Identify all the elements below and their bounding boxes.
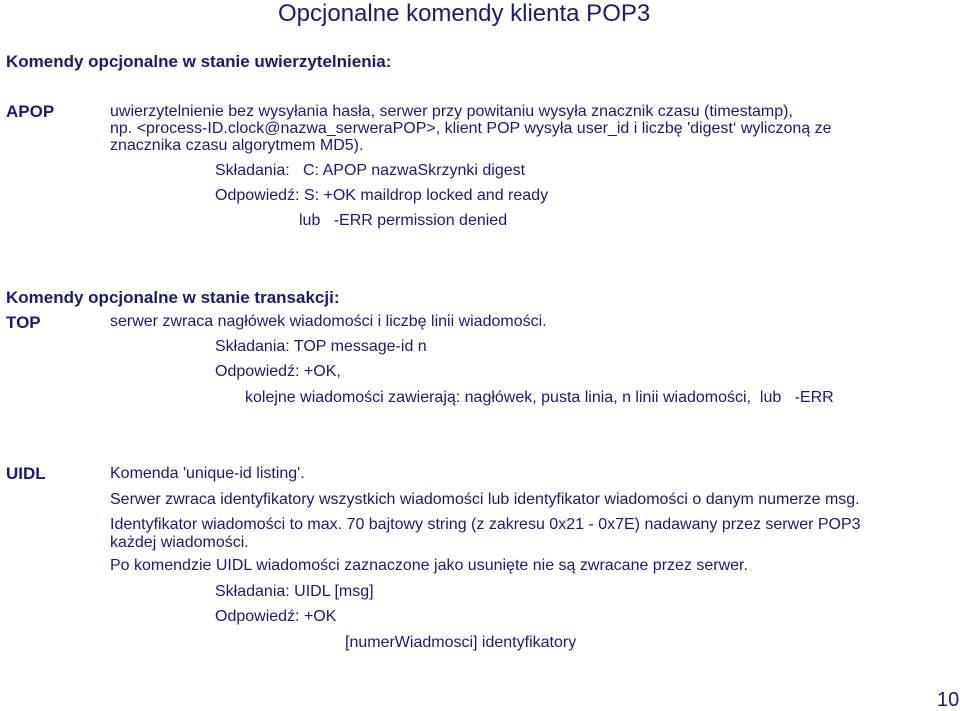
slide-title: Opcjonalne komendy klienta POP3 [278,0,651,27]
uidl-result: [numerWiadmosci] identyfikatory [345,634,577,651]
apop-desc-line-1: uwierzytelnienie bez wysyłania hasła, serwer przy powitaniu wysyła znacznik czasu (timestamp), [110,103,793,120]
uidl-term: UIDL [6,464,46,483]
uidl-response: Odpowiedź: +OK [215,608,337,625]
uidl-line-2: Serwer zwraca identyfikatory wszystkich wiadomości lub identyfikator wiadomości o danym numerze msg. [110,491,860,508]
trans-section-heading: Komendy opcjonalne w stanie transakcji: [6,288,340,307]
uidl-line-1: Komenda 'unique-id listing'. [110,465,305,482]
uidl-line-3a: Identyfikator wiadomości to max. 70 bajtowy string (z zakresu 0x21 - 0x7E) nadawany przez serwer POP3 [110,516,861,533]
uidl-line-3b: każdej wiadomości. [110,534,249,551]
apop-desc-line-3: znacznika czasu algorytmem MD5). [110,137,364,154]
top-term: TOP [6,313,41,332]
top-syntax: Składania: TOP message-id n [215,338,427,355]
apop-alt-response: lub -ERR permission denied [299,212,508,229]
page-number: 10 [937,689,960,711]
top-continuation: kolejne wiadomości zawierają: nagłówek, pusta linia, n linii wiadomości, lub -ERR [245,389,834,406]
apop-term: APOP [6,102,55,121]
auth-section-heading: Komendy opcjonalne w stanie uwierzytelnienia: [6,52,392,71]
top-response: Odpowiedź: +OK, [215,363,341,380]
uidl-line-4: Po komendzie UIDL wiadomości zaznaczone jako usunięte nie są zwracane przez serwer. [110,557,748,574]
apop-desc-line-2: np. <process-ID.clock@nazwa_serweraPOP>, klient POP wysyła user_id i liczbę 'digest‘ wyliczoną ze [110,120,832,137]
top-desc: serwer zwraca nagłówek wiadomości i liczbę linii wiadomości. [110,313,547,330]
apop-response: Odpowiedź: S: +OK maildrop locked and ready [215,187,549,204]
uidl-syntax: Składania: UIDL [msg] [215,583,374,600]
apop-syntax: Składania: C: APOP nazwaSkrzynki digest [215,162,526,179]
